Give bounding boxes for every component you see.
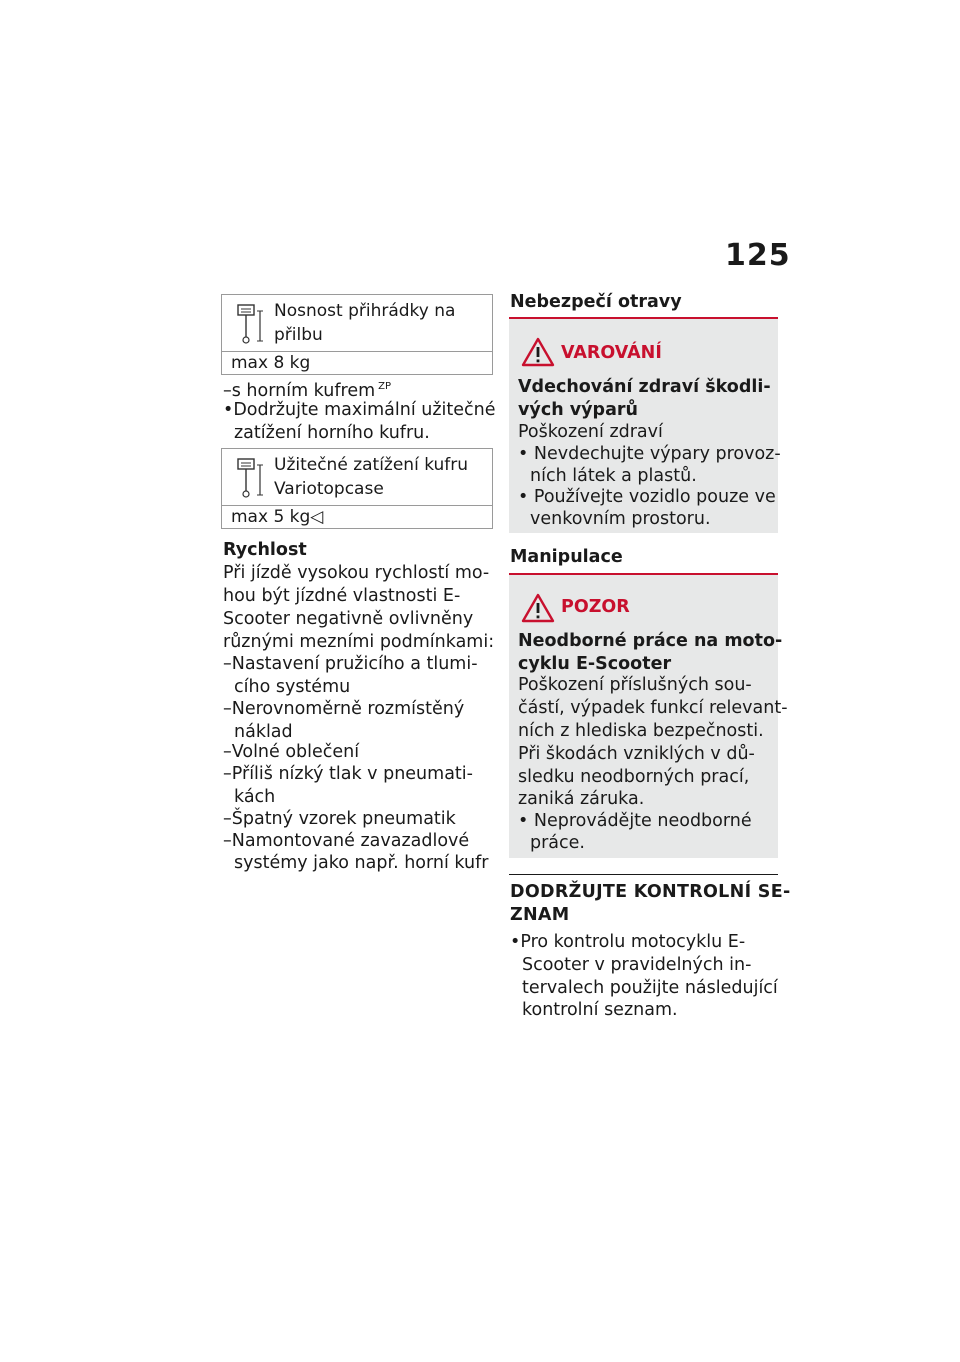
warning-line: ních látek a plastů.	[530, 466, 697, 486]
caution-line: Poškození příslušných sou-	[518, 675, 752, 695]
caution-line: • Neprovádějte neodborné	[518, 811, 752, 831]
list-item: –Namontované zavazadlové	[223, 831, 470, 851]
paragraph-line: kontrolní seznam.	[522, 1000, 678, 1020]
list-item: systémy jako např. horní kufr	[234, 853, 489, 873]
caution-line: ních z hlediska bezpečnosti.	[518, 721, 764, 741]
box-value: max 8 kg	[231, 353, 311, 373]
caution-headline: Neodborné práce na moto-	[518, 631, 783, 651]
caution-line: práce.	[530, 833, 585, 853]
section-heading-checklist: ZNAM	[510, 905, 570, 925]
warning-line: Poškození zdraví	[518, 422, 663, 442]
load-weight-icon	[234, 303, 266, 345]
warning-headline: vých výparů	[518, 400, 638, 420]
list-item: –Špatný vzorek pneumatik	[223, 809, 456, 829]
top-case-condition	[223, 376, 391, 402]
paragraph-line: hou být jízdné vlastnosti E-	[223, 586, 461, 606]
paragraph-line: Při jízdě vysokou rychlostí mo-	[223, 563, 490, 583]
section-heading-handling: Manipulace	[510, 547, 623, 567]
helmet-compartment-capacity-box	[221, 294, 493, 375]
warning-line: venkovním prostoru.	[530, 509, 711, 529]
list-item: –Nerovnoměrně rozmístěný	[223, 699, 465, 719]
warning-title: VAROVÁNÍ	[561, 343, 662, 363]
section-heading-poisoning: Nebezpečí otravy	[510, 292, 682, 312]
box-label-line: Variotopcase	[274, 479, 384, 499]
caution-title: POZOR	[561, 597, 630, 617]
list-item: –Nastavení pružicího a tlumi-	[223, 654, 478, 674]
paragraph-line: různými mezními podmínkami:	[223, 632, 495, 652]
box-value: max 5 kg◁	[231, 507, 324, 527]
paragraph-line: Scooter negativně ovlivněny	[223, 609, 474, 629]
list-item: –Volné oblečení	[223, 742, 360, 762]
paragraph-line: •Pro kontrolu motocyklu E-	[510, 932, 746, 952]
box-label-line: Užitečné zatížení kufru	[274, 455, 469, 475]
list-item: kách	[234, 787, 276, 807]
caution-line: sledku neodborných prací,	[518, 767, 750, 787]
paragraph-line: tervalech použijte následující	[522, 978, 778, 998]
topcase-payload-box	[221, 448, 493, 529]
warning-panel	[509, 319, 781, 533]
list-item: zatížení horního kufru.	[234, 423, 430, 443]
list-item: náklad	[234, 722, 293, 742]
caution-headline: cyklu E-Scooter	[518, 654, 672, 674]
caution-panel	[509, 575, 788, 858]
section-heading-checklist: DODRŽUJTE KONTROLNÍ SE-	[510, 882, 791, 902]
box-label-line: Nosnost přihrádky na	[274, 301, 456, 321]
list-item: •Dodržujte maximální užitečné	[223, 400, 496, 420]
top-case-condition-text: –s horním kufrem	[223, 380, 376, 401]
caution-line: zaniká záruka.	[518, 789, 645, 809]
paragraph-line: Scooter v pravidelných in-	[522, 955, 752, 975]
warning-line: • Nevdechujte výpary provoz-	[518, 444, 781, 464]
list-item: cího systému	[234, 677, 351, 697]
load-weight-icon	[234, 457, 266, 499]
list-item: –Příliš nízký tlak v pneumati-	[223, 764, 473, 784]
superscript-zp: ZP	[378, 381, 392, 392]
page-number: 125	[725, 238, 791, 273]
warning-headline: Vdechování zdraví škodli-	[518, 377, 771, 397]
warning-triangle-icon	[521, 593, 555, 623]
section-heading-speed: Rychlost	[223, 540, 307, 560]
warning-line: • Používejte vozidlo pouze ve	[518, 487, 776, 507]
caution-line: Při škodách vzniklých v dů-	[518, 744, 755, 764]
box-label-line: přilbu	[274, 325, 323, 345]
warning-triangle-icon	[521, 337, 555, 367]
black-divider	[509, 874, 778, 875]
caution-line: částí, výpadek funkcí relevant-	[518, 698, 788, 718]
